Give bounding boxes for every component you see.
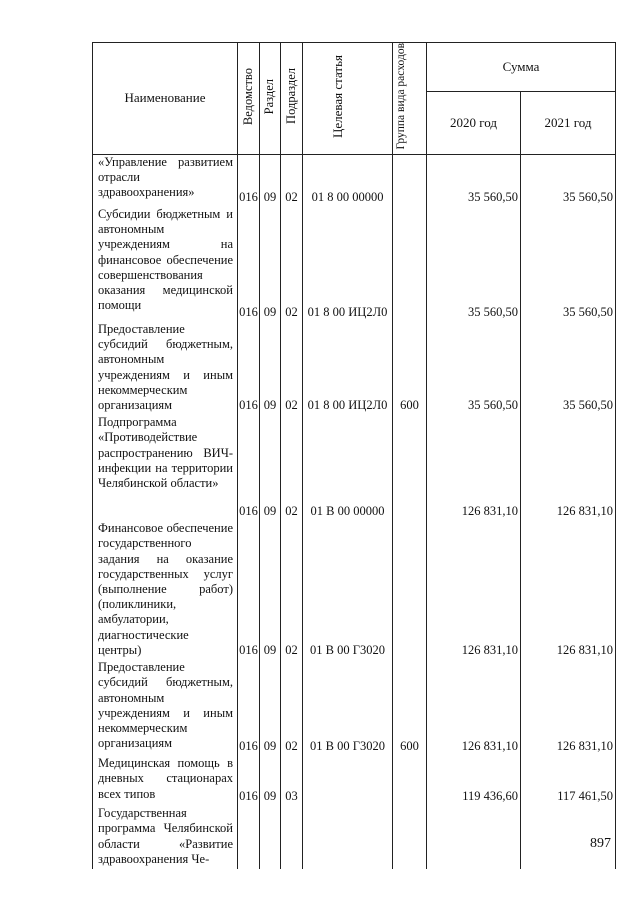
row-sum-2020: 126 831,10: [427, 660, 521, 756]
row-name: Медицинская помощь в дневных стационарах всех типов: [93, 756, 238, 806]
table-row: [93, 660, 616, 756]
row-name: Субсидии бюджетным и автономным учреждениям на финансовое обеспечение совершенствования оказания медицинской помощи: [93, 207, 238, 322]
row-subsection: 02: [281, 660, 303, 756]
table-row: [93, 756, 616, 806]
header-year-2021: 2021 год: [521, 91, 616, 154]
table-row: [93, 521, 616, 660]
table-row: [93, 806, 616, 869]
row-sum-2021: 117 461,50: [521, 756, 616, 806]
row-sum-2020: [427, 806, 521, 869]
header-section: Раздел: [260, 43, 281, 155]
row-name: «Управление развитием отрасли здравоохранения»: [93, 154, 238, 207]
row-sum-2020: 119 436,60: [427, 756, 521, 806]
row-sum-2020: 35 560,50: [427, 207, 521, 322]
row-exp-group: [393, 415, 427, 521]
row-target: 01 В 00 Г3020: [303, 660, 393, 756]
row-section: 09: [260, 322, 281, 415]
header-year-2020: 2020 год: [427, 91, 521, 154]
row-subsection: 02: [281, 154, 303, 207]
row-sum-2021: 35 560,50: [521, 154, 616, 207]
row-dept: 016: [238, 660, 260, 756]
row-target: [303, 806, 393, 869]
table-row: [93, 207, 616, 322]
row-exp-group: [393, 154, 427, 207]
row-subsection: 02: [281, 521, 303, 660]
table-row: [93, 154, 616, 207]
header-dept: Ведомство: [238, 43, 260, 155]
row-sum-2021: 126 831,10: [521, 660, 616, 756]
row-name: Государственная программа Челябинской области «Развитие здравоохранения Че-: [93, 806, 238, 869]
table-row: [93, 322, 616, 415]
row-subsection: 02: [281, 207, 303, 322]
row-section: 09: [260, 207, 281, 322]
row-subsection: 02: [281, 415, 303, 521]
header-name: Наименование: [93, 43, 238, 155]
row-subsection: 03: [281, 756, 303, 806]
row-section: 09: [260, 154, 281, 207]
row-sum-2020: 126 831,10: [427, 415, 521, 521]
row-section: 09: [260, 521, 281, 660]
row-target: 01 В 00 Г3020: [303, 521, 393, 660]
row-sum-2020: 126 831,10: [427, 521, 521, 660]
row-exp-group: [393, 756, 427, 806]
header-target: Целевая статья: [303, 43, 393, 155]
row-exp-group: [393, 806, 427, 869]
row-name: Подпрограмма «Противодействие распространению ВИЧ-инфекции на территории Челябинской области»: [93, 415, 238, 521]
row-target: [303, 756, 393, 806]
row-dept: 016: [238, 415, 260, 521]
row-dept: 016: [238, 322, 260, 415]
header-exp-group: Группа вида расходов: [393, 43, 427, 155]
row-name: Предоставление субсидий бюджетным, автономным учреждениям и иным некоммерческим организациям: [93, 322, 238, 415]
table-row: [93, 415, 616, 521]
row-target: 01 8 00 ИЦ2Л0: [303, 322, 393, 415]
row-subsection: 02: [281, 322, 303, 415]
row-sum-2021: 126 831,10: [521, 521, 616, 660]
row-dept: 016: [238, 521, 260, 660]
row-dept: 016: [238, 756, 260, 806]
row-sum-2021: 126 831,10: [521, 415, 616, 521]
row-section: 09: [260, 756, 281, 806]
row-sum-2020: 35 560,50: [427, 154, 521, 207]
page-number: 897: [590, 836, 611, 851]
row-exp-group: [393, 521, 427, 660]
row-exp-group: [393, 207, 427, 322]
row-sum-2021: 35 560,50: [521, 207, 616, 322]
row-dept: 016: [238, 154, 260, 207]
row-exp-group: 600: [393, 660, 427, 756]
row-target: 01 8 00 00000: [303, 154, 393, 207]
row-sum-2021: 35 560,50: [521, 322, 616, 415]
row-target: 01 В 00 00000: [303, 415, 393, 521]
row-exp-group: 600: [393, 322, 427, 415]
row-name: Финансовое обеспечение государственного задания на оказание государственных услуг (выполнение работ) (поликлиники, амбулатории, диагностические центры): [93, 521, 238, 660]
row-target: 01 8 00 ИЦ2Л0: [303, 207, 393, 322]
budget-table: [92, 42, 616, 869]
row-sum-2020: 35 560,50: [427, 322, 521, 415]
row-dept: [238, 806, 260, 869]
row-section: [260, 806, 281, 869]
header-subsection: Подраздел: [281, 43, 303, 155]
header-sum: Сумма: [427, 43, 616, 92]
row-name: Предоставление субсидий бюджетным, автономным учреждениям и иным некоммерческим организациям: [93, 660, 238, 756]
row-section: 09: [260, 660, 281, 756]
row-section: 09: [260, 415, 281, 521]
row-dept: 016: [238, 207, 260, 322]
row-subsection: [281, 806, 303, 869]
